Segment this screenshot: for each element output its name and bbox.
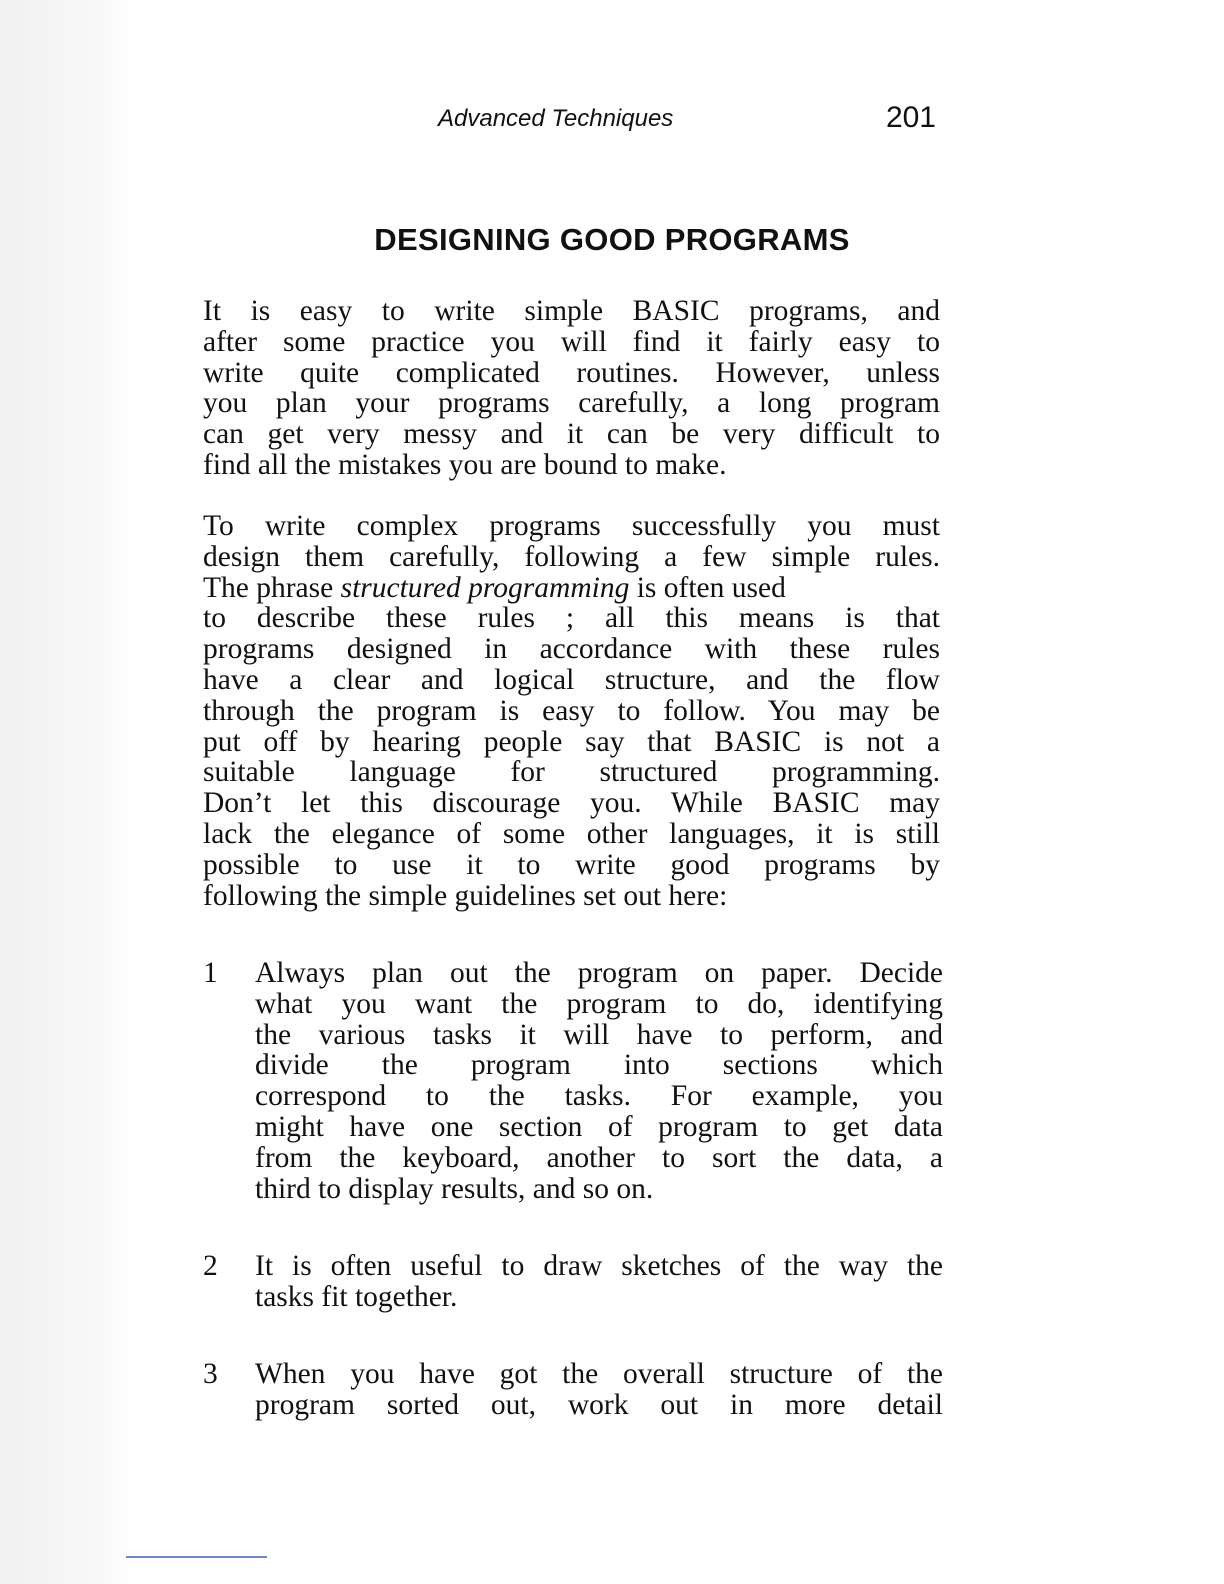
text-line-with-emphasis (203, 573, 940, 604)
text-line: put off by hearing people say that BASIC is not a (203, 725, 940, 758)
text-line: through the program is easy to follow. You may be (203, 694, 940, 727)
text-fragment: The phrase (203, 571, 341, 604)
text-line: It is easy to write simple BASIC programs, and (203, 295, 940, 327)
text-line: suitable language for structured programming. (203, 756, 940, 789)
text-line: To write complex programs successfully you must (203, 510, 940, 542)
text-line: the various tasks it will have to perform, and (255, 1018, 943, 1051)
text-line: divide the program into sections which (255, 1049, 943, 1082)
emphasized-term: structured programming (340, 571, 630, 604)
list-item-number: 3 (203, 1358, 218, 1390)
body-paragraph (203, 511, 940, 911)
text-line: have a clear and logical structure, and the flow (203, 663, 940, 696)
text-line: following the simple guidelines set out here: (203, 879, 728, 912)
scan-margin-shadow (0, 0, 138, 1584)
text-line: find all the mistakes you are bound to make. (203, 448, 727, 481)
text-line: to describe these rules ; all this means is that (203, 602, 940, 635)
text-line: from the keyboard, another to sort the data, a (255, 1141, 943, 1174)
text-line: possible to use it to write good programs by (203, 848, 940, 881)
text-line: can get very messy and it can be very difficult to (203, 418, 940, 451)
text-line: what you want the program to do, identifying (255, 987, 943, 1020)
text-line: programs designed in accordance with these rules (203, 633, 940, 666)
scan-edge-mark (126, 1556, 267, 1558)
text-line: When you have got the overall structure of the (255, 1358, 943, 1390)
text-line: program sorted out, work out in more detail (255, 1388, 943, 1421)
page-number: 201 (885, 101, 936, 134)
list-item-text (255, 1251, 943, 1313)
list-item-text (255, 1359, 943, 1421)
section-heading: DESIGNING GOOD PROGRAMS (374, 222, 850, 257)
running-header-title: Advanced Techniques (438, 105, 674, 132)
text-line: after some practice you will find it fairly easy to (203, 325, 940, 358)
text-line: correspond to the tasks. For example, you (255, 1080, 943, 1113)
text-line: tasks fit together. (255, 1280, 458, 1313)
text-line: Don’t let this discourage you. While BASIC may (203, 787, 940, 820)
text-fragment: is often used (629, 571, 786, 604)
text-line: design them carefully, following a few simple rules. (203, 540, 940, 573)
body-paragraph (203, 296, 940, 481)
text-line: It is often useful to draw sketches of the way the (255, 1250, 943, 1282)
text-line: you plan your programs carefully, a long program (203, 387, 940, 420)
text-line: lack the elegance of some other languages, it is still (203, 817, 940, 850)
list-item-number: 1 (203, 957, 218, 989)
text-line: write quite complicated routines. However, unless (203, 356, 940, 389)
text-line: might have one section of program to get data (255, 1110, 943, 1143)
list-item-number: 2 (203, 1250, 218, 1282)
list-item-text (255, 958, 943, 1204)
text-line: Always plan out the program on paper. Decide (255, 957, 943, 989)
text-line: third to display results, and so on. (255, 1172, 654, 1205)
